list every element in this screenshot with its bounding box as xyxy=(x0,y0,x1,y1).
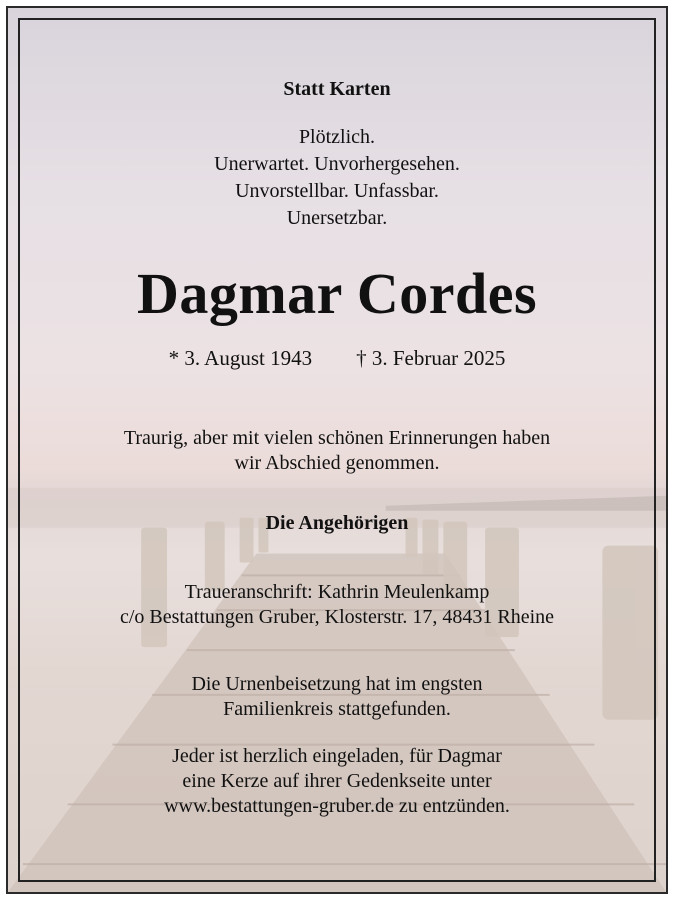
burial-line: Familienkreis stattgefunden. xyxy=(223,698,451,720)
poem-line: Unvorstellbar. Unfassbar. xyxy=(235,180,439,202)
poem-line: Unerwartet. Unvorhergesehen. xyxy=(214,153,460,175)
birth-date: * 3. August 1943 xyxy=(168,346,313,370)
invitation-line: eine Kerze auf ihrer Gedenkseite unter xyxy=(182,770,492,792)
death-date: † 3. Februar 2025 xyxy=(356,346,506,370)
header-statt-karten: Statt Karten xyxy=(283,78,391,100)
poem-line: Plötzlich. xyxy=(298,126,376,148)
address-line: c/o Bestattungen Gruber, Klosterstr. 17, 48431 Rheine xyxy=(119,606,555,628)
poem-line: Unersetzbar. xyxy=(286,207,388,229)
message-line: Traurig, aber mit vielen schönen Erinnerungen haben xyxy=(123,427,551,449)
address-line: Traueranschrift: Kathrin Meulenkamp xyxy=(184,581,490,603)
burial-line: Die Urnenbeisetzung hat im engsten xyxy=(191,673,483,695)
deceased-name: Dagmar Cordes xyxy=(136,261,538,326)
obituary-card xyxy=(6,6,668,894)
obituary-text xyxy=(8,8,666,892)
message-line: wir Abschied genommen. xyxy=(234,452,440,474)
invitation-line: www.bestattungen-gruber.de zu entzünden. xyxy=(164,795,510,817)
life-dates xyxy=(8,346,666,371)
signature: Die Angehörigen xyxy=(265,512,409,534)
invitation-line: Jeder ist herzlich eingeladen, für Dagmar xyxy=(172,745,502,767)
